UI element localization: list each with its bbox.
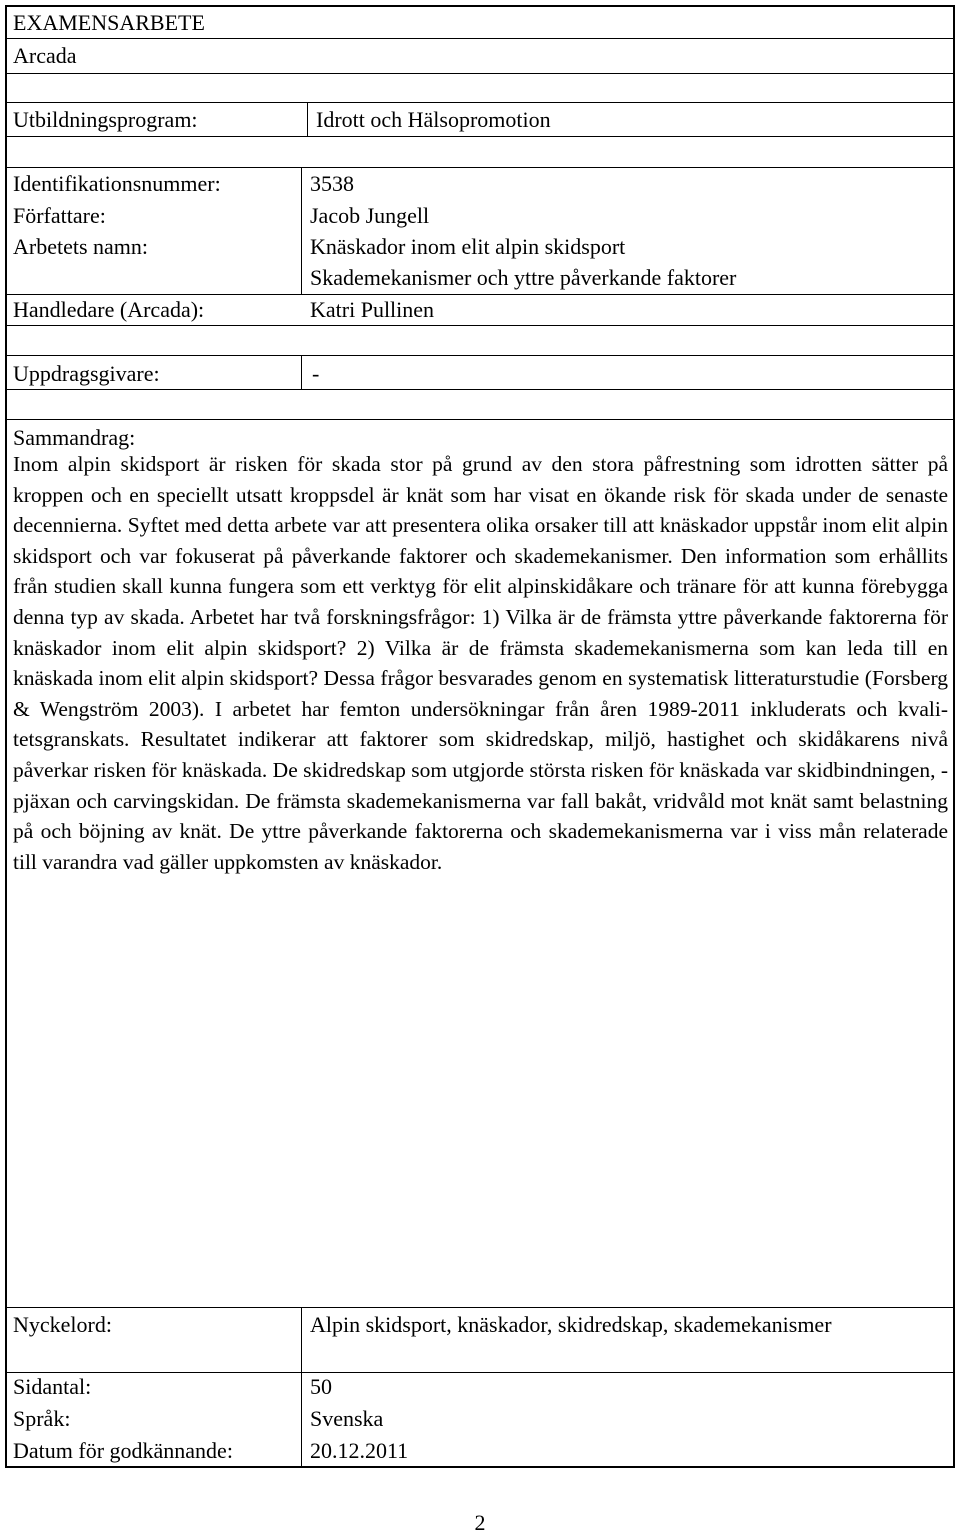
id-value: 3538: [310, 171, 354, 196]
author-value: Jacob Jungell: [310, 203, 430, 228]
document-title: EXAMENSARBETE: [13, 10, 205, 35]
divider: [7, 102, 953, 103]
column-divider: [301, 355, 302, 390]
approval-date-value: 20.12.2011: [310, 1438, 409, 1463]
commissioner-value: -: [312, 361, 320, 386]
program-value: Idrott och Hälsopromotion: [316, 107, 551, 132]
author-label: Författare:: [13, 203, 106, 228]
language-value: Svenska: [310, 1406, 384, 1431]
institution-name: Arcada: [13, 43, 77, 68]
id-label: Identifikationsnummer:: [13, 171, 221, 196]
divider: [7, 1372, 953, 1373]
divider: [7, 389, 953, 390]
keywords-value: Alpin skidsport, knäskador, skidredskap, skademekanismer: [310, 1312, 832, 1337]
divider: [7, 325, 953, 326]
page-count-value: 50: [310, 1374, 332, 1399]
summary-label: Sammandrag:: [13, 425, 136, 450]
language-label: Språk:: [13, 1406, 71, 1431]
keywords-label: Nyckelord:: [13, 1312, 112, 1337]
summary-text: Inom alpin skidsport är risken för skada stor på grund av den stora påfrestning som idrotten sätter på kroppen och en speciellt utsatt kroppsdel är knät som har visat en ökande risk för skada under de senaste decennierna. Syftet med detta arbete var att presentera olika orsaker till att knäskador uppstår inom elit alpin skidsport och var fokuserat på påverkande faktorer och skademekanismer. Den information som erhållits från studien skall kunna fungera som ett verktyg för elit alpinskidåkare och tränare för att kunna förebygga denna typ av skada. Arbetet har två forskningsfrågor: 1) Vilka är de främsta yttre påverkande faktorerna för knäskador inom elit alpin skidsport? 2) Vilka är de främsta skademekanismerna som kan leda till en knäskada inom elit alpin skidsport? Dessa frågor besvarades genom en systematisk litteraturstudie (Forsberg & Wengström 2003). I arbetet har femton undersökningar från åren 1989-2011 inkluderats och kvalitetsgranskats. Resultatet indikerar att faktorer som skidredskap, miljö, hastighet och skidåkarens nivå påverkar risken för knäskada. De skidredskap som utgjorde största risken för knäskada var skidbindningen, -pjäxan och carvingskidan. De främsta skademekanismerna var fall bakåt, vridvåld mot knät samt belastning på och böjning av knät. De yttre påverkande faktorerna och skademekanismerna var i viss mån relaterade till varandra vad gäller uppkomsten av knäskador.: [13, 452, 948, 874]
column-divider: [307, 102, 308, 137]
column-divider: [301, 1307, 302, 1373]
column-divider: [301, 167, 302, 295]
divider: [7, 73, 953, 74]
supervisor-label: Handledare (Arcada):: [13, 297, 205, 322]
approval-date-label: Datum för godkännande:: [13, 1438, 233, 1463]
supervisor-value: Katri Pullinen: [310, 297, 435, 322]
work-title: Knäskador inom elit alpin skidsport: [310, 234, 626, 259]
divider: [7, 419, 953, 420]
divider: [7, 38, 953, 39]
work-subtitle: Skademekanismer och yttre påverkande faktorer: [310, 265, 737, 290]
work-title-label: Arbetets namn:: [13, 234, 149, 259]
page-count-label: Sidantal:: [13, 1374, 92, 1399]
program-label: Utbildningsprogram:: [13, 107, 198, 132]
divider: [7, 136, 953, 137]
column-divider: [301, 1372, 302, 1468]
page-number: 2: [474, 1510, 486, 1535]
divider: [7, 1307, 953, 1308]
divider: [7, 355, 953, 356]
commissioner-label: Uppdragsgivare:: [13, 361, 160, 386]
